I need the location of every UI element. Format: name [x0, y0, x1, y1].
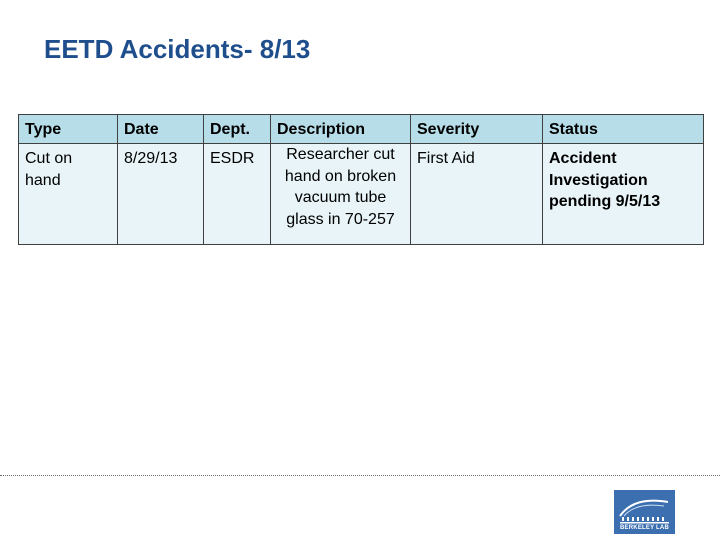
status-line: Accident [549, 150, 617, 167]
header-severity: Severity [411, 115, 543, 144]
description-line: Researcher cut [286, 146, 395, 163]
cell-description [271, 144, 411, 245]
logo-text: BERKELEY LAB [620, 525, 669, 531]
cell-type-line: Cut on [25, 150, 73, 167]
description-line: hand on broken [284, 167, 397, 185]
cell-type-line: hand [25, 171, 61, 189]
header-type: Type [19, 115, 118, 144]
footer-divider [0, 475, 720, 476]
description-line: glass in 70-257 [286, 210, 395, 228]
cell-dept: ESDR [204, 144, 271, 245]
accidents-table [18, 114, 704, 245]
description-line: vacuum tube [294, 189, 387, 206]
status-line: pending 9/5/13 [549, 193, 661, 210]
header-description: Description [271, 115, 411, 144]
berkeley-lab-logo-icon [614, 490, 675, 534]
cell-date: 8/29/13 [118, 144, 204, 245]
header-status: Status [543, 115, 704, 144]
cell-status [543, 144, 704, 245]
cell-type [19, 144, 118, 245]
status-line: Investigation [549, 171, 648, 189]
cell-severity: First Aid [411, 144, 543, 245]
page-title: EETD Accidents- 8/13 [44, 34, 311, 64]
table-row [19, 144, 704, 245]
header-date: Date [118, 115, 204, 144]
header-dept: Dept. [204, 115, 271, 144]
table-header-row [19, 115, 704, 144]
